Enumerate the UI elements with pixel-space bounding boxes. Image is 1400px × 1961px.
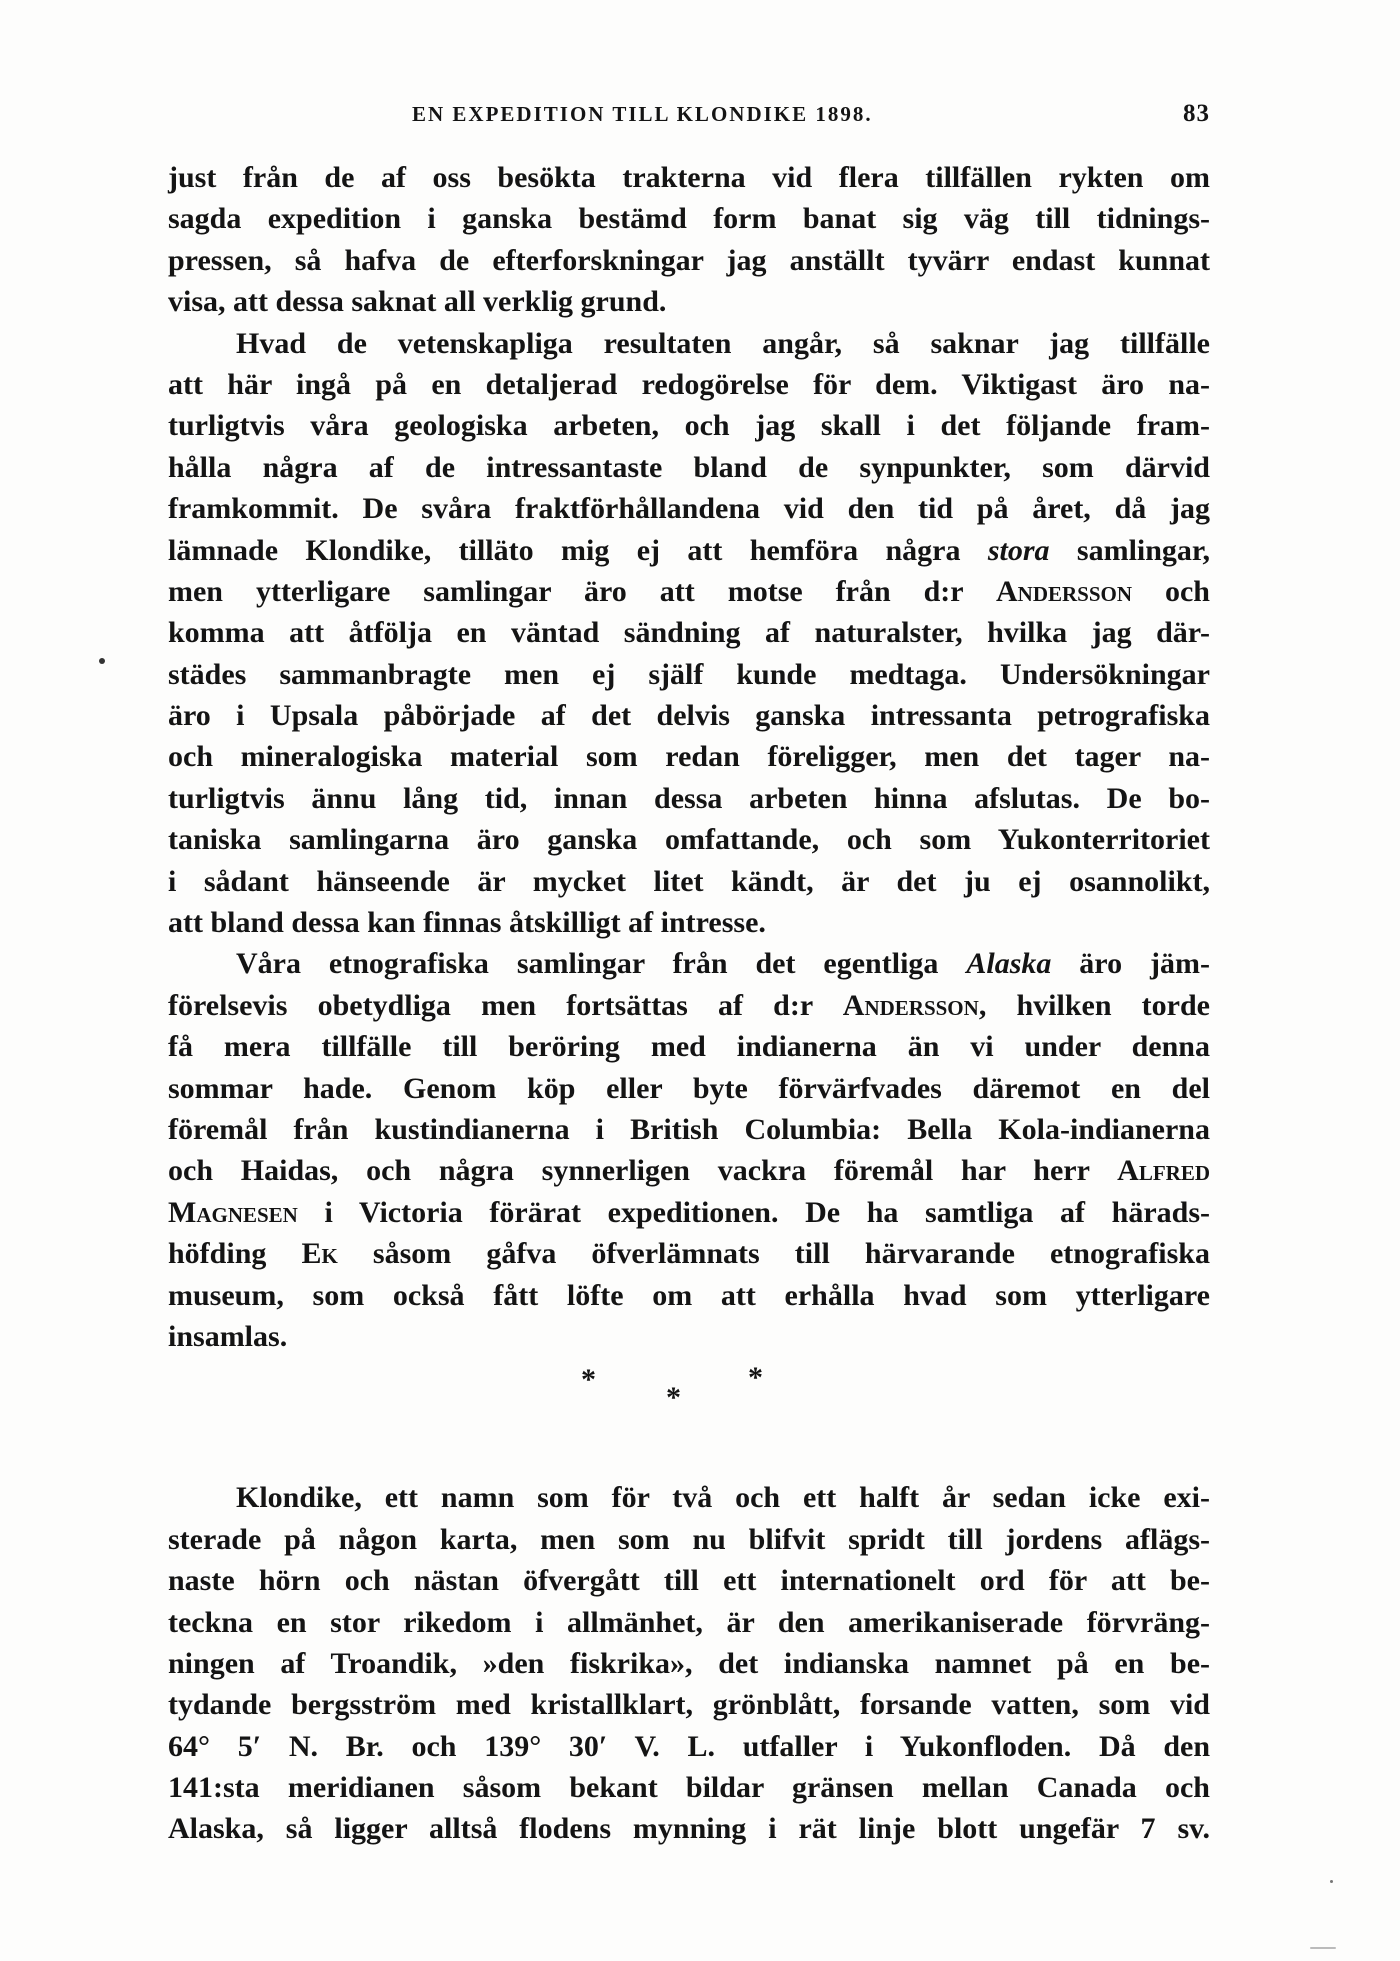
italic-word: Alaska [966,947,1052,981]
text-line: ningen af Troandik, »den fiskrika», det indianska namnet på en be- [168,1646,1210,1680]
scan-speck [1330,1880,1333,1883]
text-line: sterade på någon karta, men som nu blifvit spridt till jordens aflägs- [168,1522,1210,1556]
person-name: Alfred [1117,1154,1210,1188]
text-line: visa, att dessa saknat all verklig grund. [168,285,667,319]
text-line: att här ingå på en detaljerad redogörelse för dem. Viktigast äro na- [168,367,1210,401]
text-line [168,530,1210,571]
text-line: Klondike, ett namn som för två och ett halft år sedan icke exi- [236,1481,1210,1515]
text-line: städes sammanbragte men ej själf kunde medtaga. Undersökningar [168,657,1210,691]
asterisk: * [666,1381,681,1415]
text-segment: men ytterligare samlingar äro att motse från d:r [168,574,996,608]
paragraph-4 [168,1477,1210,1850]
text-line: tydande bergsström med kristallklart, grönblått, forsande vatten, som vid [168,1688,1210,1722]
text-line: få mera tillfälle till beröring med indianerna än vi under denna [168,1030,1210,1064]
text-line: sagda expedition i ganska bestämd form banat sig väg till tidnings- [168,202,1210,236]
text-line: föremål från kustindianerna i British Columbia: Bella Kola-indianerna [168,1112,1210,1146]
text-line [168,1150,1210,1191]
scan-speck [1310,1947,1336,1949]
text-line: insamlas. [168,1319,288,1353]
person-name: Ek [301,1237,338,1271]
body-text [168,157,1210,1850]
margin-dot [99,658,105,664]
text-line [168,1233,1210,1274]
text-segment: äro jäm- [1051,947,1210,981]
text-segment: Våra etnografiska samlingar från det egentliga [236,947,967,981]
person-name: Andersson [842,988,979,1022]
text-line: Hvad de vetenskapliga resultaten angår, så saknar jag tillfälle [236,326,1210,360]
text-segment: samlingar, [1049,533,1210,567]
text-line: taniska samlingarna äro ganska omfattande, och som Yukonterritoriet [168,823,1210,857]
text-line: att bland dessa kan finnas åtskilligt af intresse. [168,906,766,940]
asterisk: * [748,1361,763,1395]
text-line: framkommit. De svåra fraktförhållandena vid den tid på året, då jag [168,492,1210,526]
text-line: i sådant hänseende är mycket litet kändt, är det ju ej osannolikt, [168,864,1210,898]
paragraph-1 [168,157,1210,323]
text-line: 141:sta meridianen såsom bekant bildar gränsen mellan Canada och [168,1771,1210,1805]
text-segment: såsom gåfva öfverlämnats till härvarande etnografiska [337,1237,1210,1271]
text-line: Alaska, så ligger alltså flodens mynning i rät linje blott ungefär 7 sv. [168,1812,1210,1846]
running-title: EN EXPEDITION TILL KLONDIKE 1898. [412,102,873,126]
text-line: sommar hade. Genom köp eller byte förvärfvades däremot en del [168,1071,1210,1105]
running-head [168,102,1210,136]
text-line: äro i Upsala påbörjade af det delvis ganska intressanta petrografiska [168,699,1210,733]
paragraph-2 [168,323,1210,944]
text-line: pressen, så hafva de efterforskningar jag anställt tyvärr endast kunnat [168,243,1210,277]
text-segment: förelsevis obetydliga men fortsättas af d:r [168,988,843,1022]
text-line [168,571,1210,612]
text-line [168,943,1210,984]
paragraph-3 [168,943,1210,1357]
text-segment: höfding [168,1237,302,1271]
text-line: hålla några af de intressantaste bland de synpunkter, som därvid [168,450,1210,484]
text-line [168,1192,1210,1233]
text-line: och mineralogiska material som redan föreligger, men det tager na- [168,740,1210,774]
text-segment: , hvilken torde [978,988,1210,1022]
text-segment: och [1132,574,1210,608]
person-name: Magnesen [168,1195,298,1229]
text-segment: lämnade Klondike, tilläto mig ej att hemföra några [168,533,988,567]
text-line: turligtvis ännu lång tid, innan dessa arbeten hinna afslutas. De bo- [168,781,1210,815]
text-line: teckna en stor rikedom i allmänhet, är den amerikaniserade förvräng- [168,1605,1210,1639]
section-separator [168,1357,1210,1477]
person-name: Andersson [996,574,1133,608]
text-segment: och Haidas, och några synnerligen vackra föremål har herr [168,1154,1118,1188]
text-line: museum, som också fått löfte om att erhålla hvad som ytterligare [168,1278,1210,1312]
italic-word: stora [987,533,1050,567]
text-line: komma att åtfölja en väntad sändning af naturalster, hvilka jag där- [168,616,1210,650]
text-line: naste hörn och nästan öfvergått till ett internationelt ord för att be- [168,1564,1210,1598]
text-line: just från de af oss besökta trakterna vid flera tillfällen rykten om [168,161,1210,194]
text-segment: i Victoria förärat expeditionen. De ha samtliga af härads- [297,1195,1210,1229]
text-line [168,985,1210,1026]
asterisk: * [581,1363,596,1397]
text-line: 64° 5′ N. Br. och 139° 30′ V. L. utfaller i Yukonfloden. Då den [168,1729,1210,1763]
page-number: 83 [1183,100,1210,127]
text-line: turligtvis våra geologiska arbeten, och jag skall i det följande fram- [168,409,1210,443]
